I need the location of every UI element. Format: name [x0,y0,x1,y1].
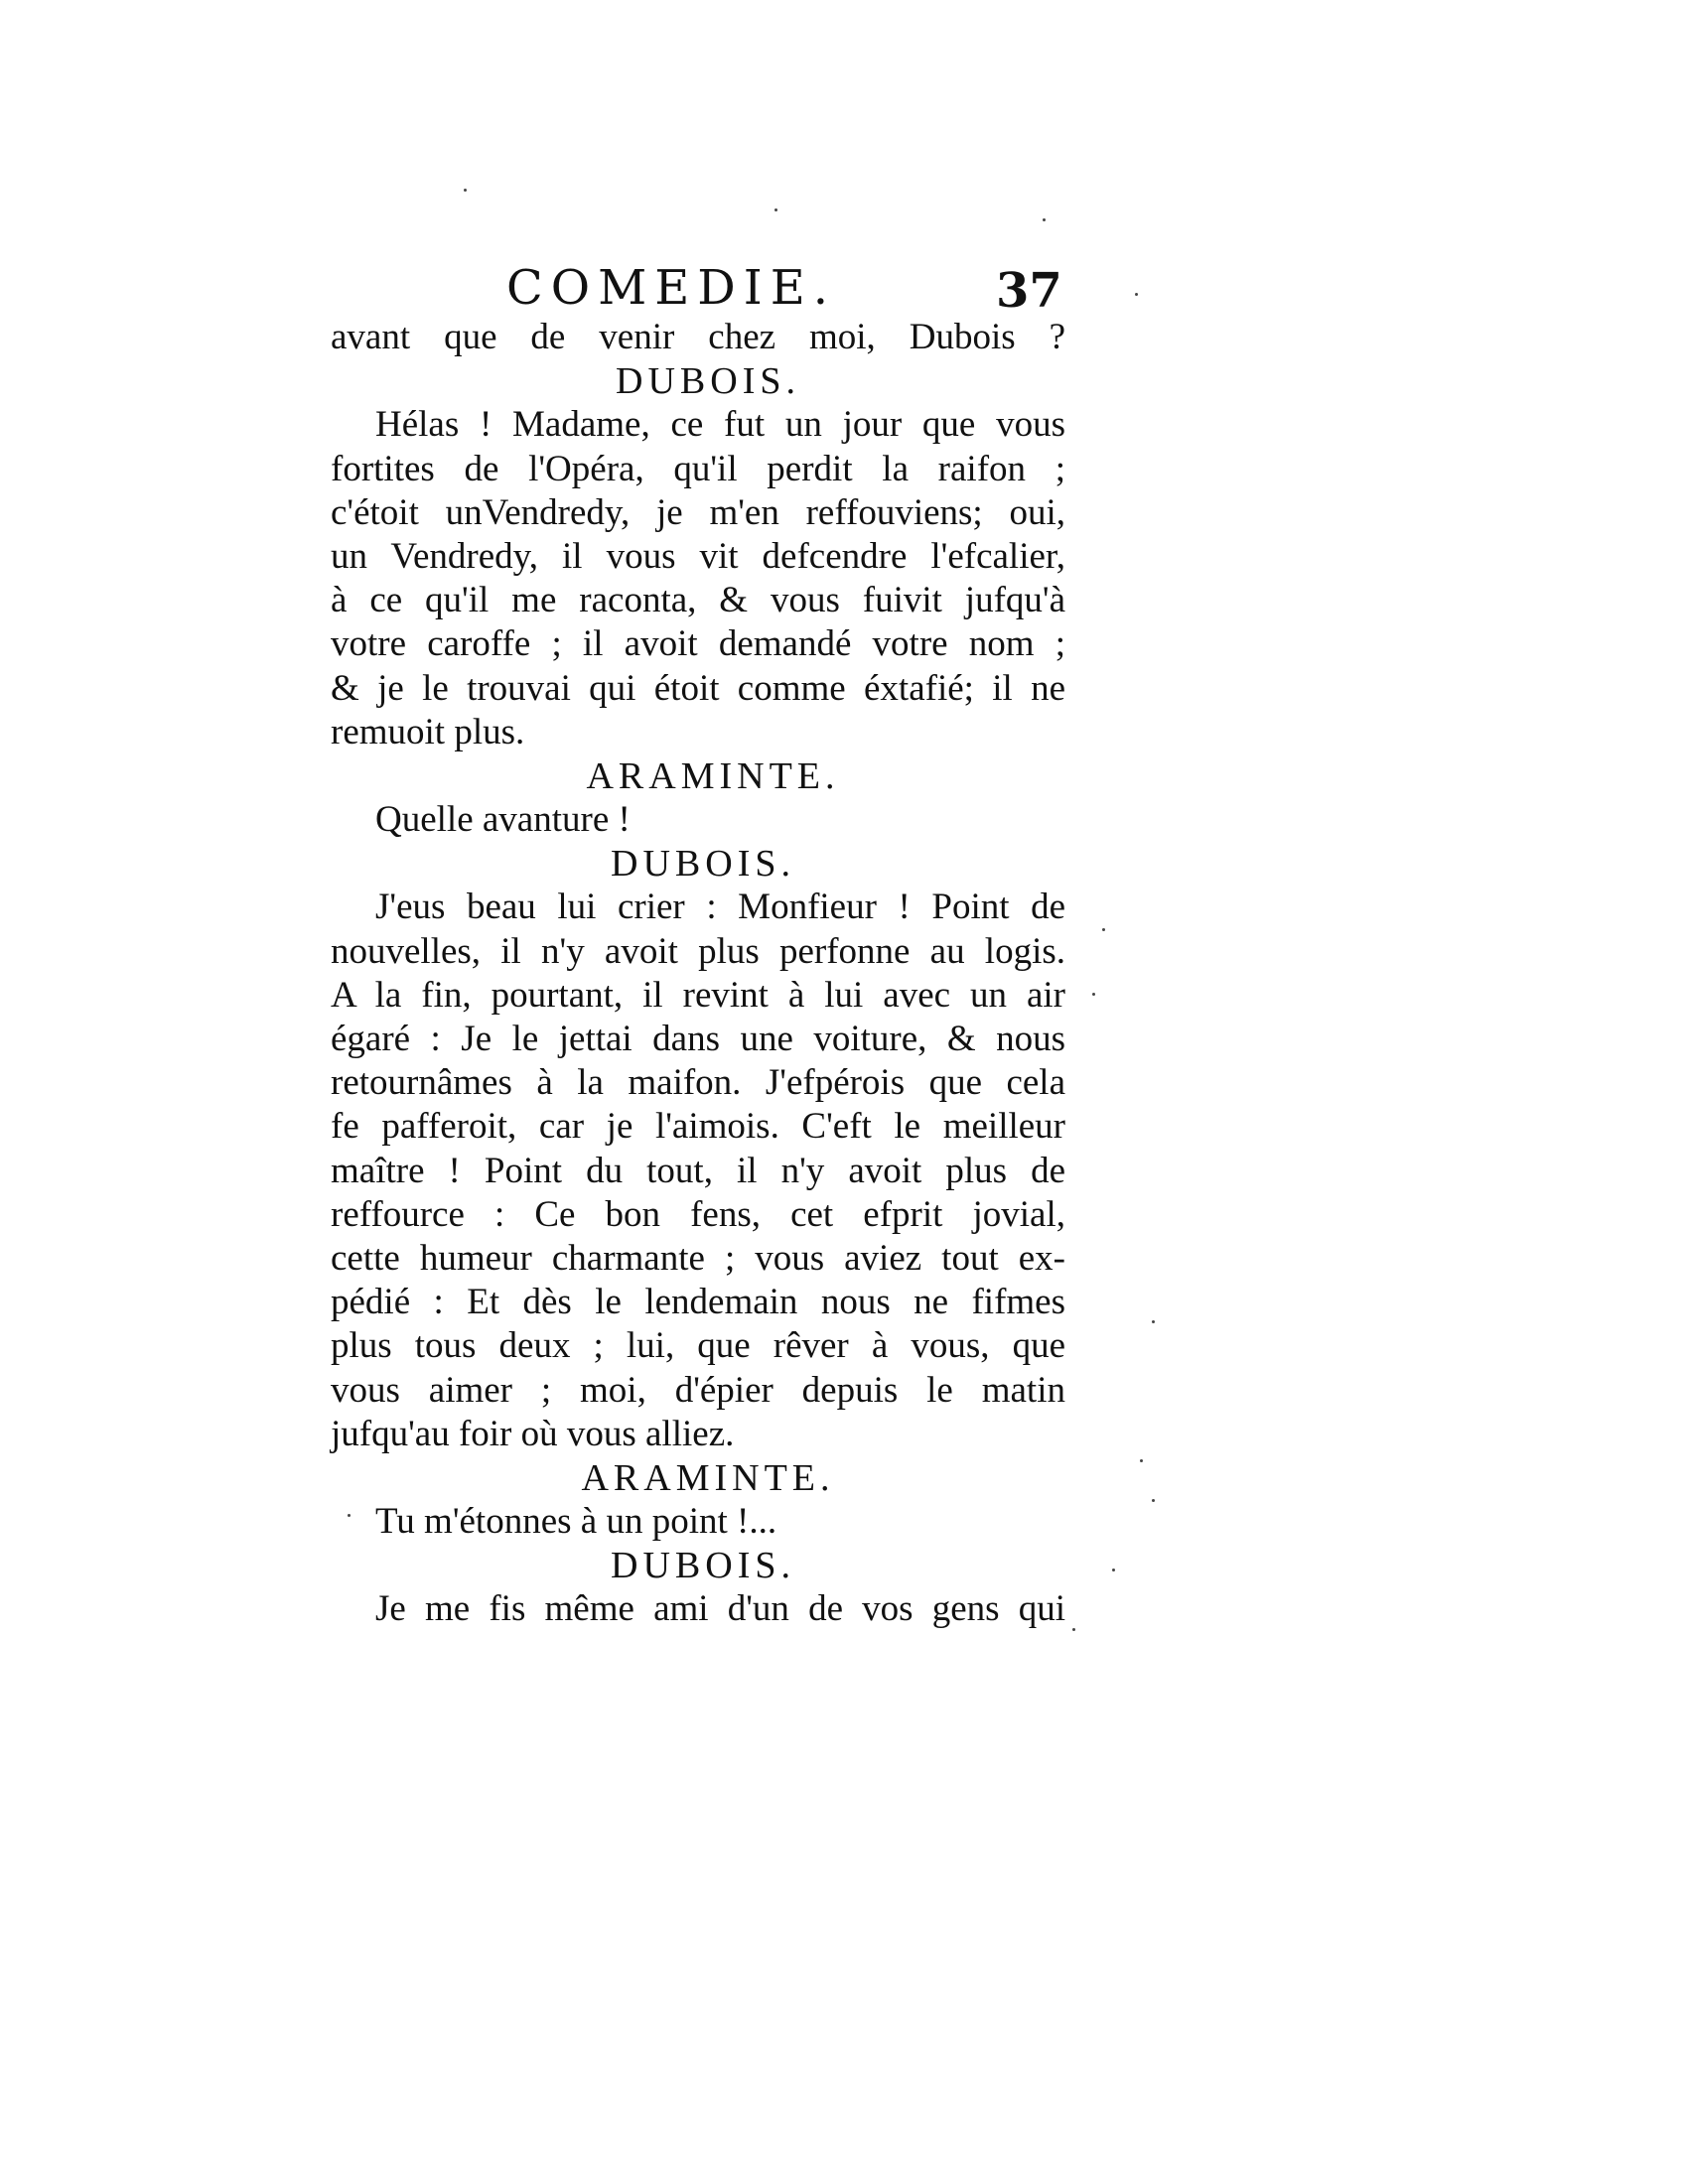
scan-speck [464,189,467,192]
scan-speck [774,208,777,211]
text-line: un Vendredy, il vous vit defcendre l'efcalier, [331,535,1065,577]
text-line: vous aimer ; moi, d'épier depuis le matin [331,1369,1065,1411]
speaker-name: ARAMINTE. [586,754,840,797]
scan-speck [1152,1320,1155,1323]
text-line: nouvelles, il n'y avoit plus perfonne au logis. [331,930,1065,972]
running-title: COMEDIE. [506,260,837,316]
scan-speck [1092,993,1095,996]
text-line: Je me fis même ami d'un de vos gens qui [375,1588,1065,1630]
text-line: avant que de venir chez moi, Dubois ? [331,317,1065,357]
scan-speck [1140,1459,1143,1462]
text-line: plus tous deux ; lui, que rêver à vous, que [331,1325,1065,1367]
text-line: à ce qu'il me raconta, & vous fuivit jufqu'à [331,580,1065,621]
text-line: jufqu'au foir où vous alliez. [331,1413,735,1454]
text-block [331,316,1065,1632]
scan-speck [1112,1569,1115,1571]
text-line: & je le trouvai qui étoit comme éxtafié; il ne [331,667,1065,709]
speaker-name: DUBOIS. [611,1545,795,1587]
scan-speck [348,1514,351,1517]
text-line: maître ! Point du tout, il n'y avoit plus de [331,1150,1065,1191]
text-line: égaré : Je le jettai dans une voiture, & nous [331,1019,1065,1059]
text-line: pédié : Et dès le lendemain nous ne fifmes [331,1282,1065,1323]
scan-speck [1043,218,1046,221]
speaker-name: DUBOIS. [611,843,795,886]
text-line: fortites de l'Opéra, qu'il perdit la raifon ; [331,448,1065,489]
scan-speck [1135,293,1138,296]
scan-speck [1152,1499,1155,1502]
text-line: Hélas ! Madame, ce fut un jour que vous [375,404,1065,446]
text-line: reffource : Ce bon fens, cet efprit jovial, [331,1193,1065,1235]
text-line: Quelle avanture ! [375,799,631,841]
speaker-name: DUBOIS. [616,360,800,403]
text-line: c'étoit unVendredy, je m'en reffouviens; oui, [331,491,1065,533]
text-line: cette humeur charmante ; vous aviez tout ex- [331,1237,1065,1279]
speaker-name: ARAMINTE. [581,1456,835,1499]
text-line: fe pafferoit, car je l'aimois. C'eft le meilleur [331,1106,1065,1148]
text-line: retournâmes à la maifon. J'efpérois que cela [331,1062,1065,1104]
text-line: remuoit plus. [331,711,525,752]
text-line: J'eus beau lui crier : Monfieur ! Point de [375,887,1065,928]
text-line: A la fin, pourtant, il revint à lui avec un air [331,974,1065,1016]
text-line: Tu m'étonnes à un point !... [375,1501,777,1543]
scan-speck [1072,1628,1075,1631]
scan-speck [1102,928,1105,931]
text-line: votre caroffe ; il avoit demandé votre nom ; [331,623,1065,665]
page-number: 37 [996,263,1062,319]
